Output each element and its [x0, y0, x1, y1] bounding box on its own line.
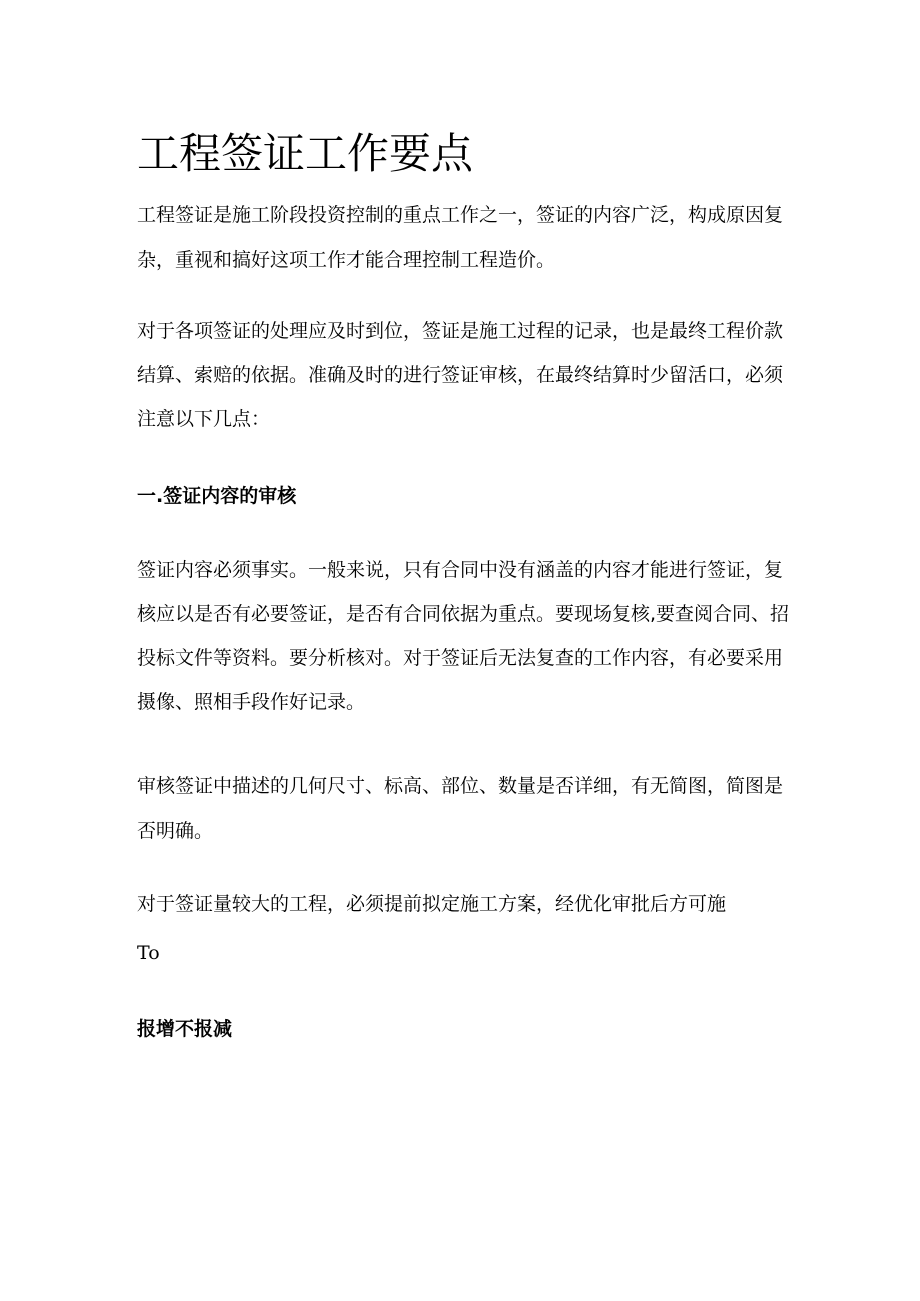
section-heading-report-increase: 报增不报减	[137, 1018, 233, 1040]
text-fragment: To	[137, 942, 160, 964]
requirements-paragraph: 对于各项签证的处理应及时到位，签证是施工过程的记录，也是最终工程价款结算、索赔的依据。准确及时的进行签证审核，在最终结算时少留活口，必须注意以下几点：	[137, 320, 784, 430]
intro-paragraph: 工程签证是施工阶段投资控制的重点工作之一，签证的内容广泛，构成原因复杂，重视和搞好这项工作才能合理控制工程造价。	[137, 204, 784, 271]
section-heading-content-review: 一.签证内容的审核	[137, 485, 297, 507]
dimensions-review-paragraph: 审核签证中描述的几何尺寸、标高、部位、数量是否详细，有无简图，简图是否明确。	[137, 775, 784, 842]
content-review-paragraph: 签证内容必须事实。一般来说，只有合同中没有涵盖的内容才能进行签证，复核应以是否有必要签证，是否有合同依据为重点。要现场复核,要查阅合同、招投标文件等资料。要分析核对。对于签证后无法复查的工作内容，有必要采用摄像、照相手段作好记录。	[137, 559, 790, 713]
large-volume-paragraph: 对于签证量较大的工程，必须提前拟定施工方案，经优化审批后方可施	[137, 893, 727, 915]
document-title: 工程签证工作要点	[137, 129, 474, 178]
